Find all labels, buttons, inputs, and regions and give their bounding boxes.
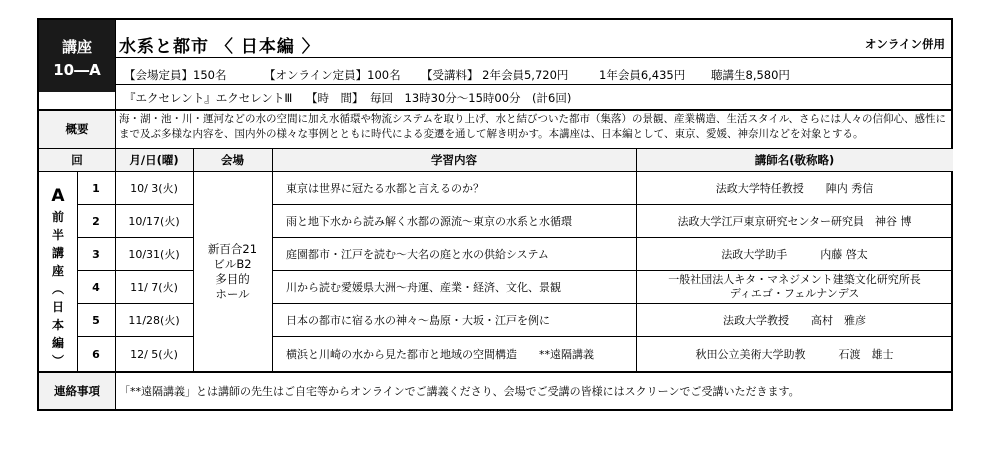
session-lecturer: 法政大学教授 高村 雅彦 — [723, 314, 866, 327]
venue-line: 新百合21 — [207, 241, 258, 256]
session-date: 11/28(火) — [128, 314, 180, 327]
contact-label: 連絡事項 — [39, 372, 115, 409]
venue-cell — [193, 172, 272, 371]
grid-line — [115, 84, 953, 85]
session-lecturer-block — [636, 271, 953, 303]
session-topic: 日本の都市に宿る水の神々～島原・大坂・江戸を例に — [286, 314, 550, 327]
session-number: 1 — [92, 181, 100, 195]
session-number: 5 — [92, 313, 100, 327]
session-date: 10/17(火) — [128, 215, 180, 228]
session-lecturer: 一般社団法人キタ・マネジメント建築文化研究所長 — [668, 273, 921, 286]
time-label: 【時 間】 — [306, 91, 364, 105]
side-char: ︶ — [51, 354, 64, 368]
session-date: 12/ 5(火) — [130, 348, 178, 361]
fee-2yr: 【受講料】 2年会員5,720円 — [421, 68, 569, 82]
grid-line — [272, 303, 953, 304]
session-topic: 雨と地下水から読み解く水都の源流～東京の水系と水循環 — [286, 215, 572, 228]
grid-line — [39, 171, 953, 172]
side-char: 編 — [51, 336, 64, 350]
grid-line — [193, 148, 194, 371]
venue-line: 多目的 — [215, 271, 250, 286]
side-char: 本 — [51, 318, 64, 332]
grid-line — [77, 270, 193, 271]
course-title: 水系と都市 〈 日本編 〉 — [119, 37, 320, 57]
grid-line — [77, 237, 193, 238]
side-char: 日 — [51, 300, 64, 314]
online-badge: オンライン併用 — [864, 37, 945, 51]
header-session: 回 — [39, 149, 115, 171]
venue-line: ビルB2 — [213, 256, 252, 271]
session-topic: 川から読む愛媛県大洲～舟運、産業・経済、文化、景観 — [286, 281, 561, 294]
header-content: 学習内容 — [272, 149, 636, 171]
session-date: 10/ 3(火) — [130, 182, 178, 195]
grid-line — [115, 20, 116, 409]
fee-auditor: 聴講生8,580円 — [711, 68, 790, 82]
grid-line — [272, 336, 953, 337]
grid-line — [636, 148, 637, 371]
session-lecturer: 秋田公立美術大学助教 石渡 雄士 — [695, 348, 894, 361]
time-value: 毎回 13時30分～15時00分 (計6回) — [370, 91, 572, 105]
grid-line — [39, 148, 953, 149]
grid-line — [77, 336, 193, 337]
side-char: 前 — [51, 210, 64, 224]
session-lecturer: 法政大学助手 内藤 啓太 — [721, 248, 868, 261]
grid-line — [115, 57, 953, 58]
grid-line — [272, 148, 273, 371]
session-number: 6 — [92, 347, 100, 361]
side-char: 半 — [51, 228, 64, 242]
grid-line — [77, 204, 193, 205]
course-sheet — [37, 18, 953, 411]
fee-1yr: 1年会員6,435円 — [599, 68, 686, 82]
session-lecturer-name: ディエゴ・フェルナンデス — [729, 287, 860, 300]
course-code-label: 講座 — [61, 38, 92, 56]
session-topic: 横浜と川崎の水から見た都市と地域の空間構造 **遠隔講義 — [286, 348, 594, 361]
session-topic: 東京は世界に冠たる水都と言えるのか？ — [286, 182, 484, 195]
online-capacity: 【オンライン定員】100名 — [264, 68, 401, 82]
session-date: 11/ 7(火) — [130, 281, 178, 294]
side-char: ︵ — [51, 282, 64, 296]
header-date: 月/日(曜) — [115, 149, 193, 171]
venue-capacity: 【会場定員】150名 — [124, 68, 227, 82]
session-number: 4 — [92, 280, 100, 294]
header-lecturer: 講師名(敬称略) — [636, 149, 953, 171]
session-number: 2 — [92, 214, 100, 228]
side-char: 講 — [51, 246, 64, 260]
grid-line — [39, 109, 953, 111]
session-lecturer: 法政大学江戸東京研究センター研究員 神谷 博 — [677, 215, 912, 228]
side-letter: A — [51, 186, 65, 206]
grid-line — [77, 171, 78, 371]
venue-line: ホール — [215, 286, 250, 301]
overview-text: 海・湖・池・川・運河などの水の空間に加え水循環や物流システムを取り上げ、水と結びついた都市（集落）の景観、産業構造、生活スタイル、さらには人々の信仰心、感性にまで及ぶ多様な内容を、国内外の様々な事例とともに時代による変遷を通して解き明かす。本講座は、日本編として、東京、愛媛、神奈川などを対象とする。 — [119, 113, 946, 140]
header-venue: 会場 — [193, 149, 272, 171]
grid-line — [77, 303, 193, 304]
grid-line — [272, 204, 953, 205]
course-level: 『エクセレント』エクセレントⅢ — [124, 91, 293, 105]
grid-line — [272, 270, 953, 271]
grid-line — [39, 371, 953, 373]
course-code-box — [39, 20, 115, 92]
contact-text: 「**遠隔講義」とは講師の先生はご自宅等からオンラインでご講義くださり、会場でご受講の皆様にはスクリーンでご受講いただきます。 — [119, 384, 800, 398]
session-lecturer: 法政大学特任教授 陣内 秀信 — [715, 182, 874, 195]
first-half-side-label — [39, 172, 77, 371]
overview-label: 概要 — [39, 110, 115, 148]
session-number: 3 — [92, 247, 100, 261]
grid-line — [272, 237, 953, 238]
session-date: 10/31(火) — [128, 248, 180, 261]
side-char: 座 — [51, 264, 64, 278]
course-code-number: 10―A — [53, 61, 101, 79]
session-topic: 庭園都市・江戸を読む～大名の庭と水の供給システム — [286, 248, 549, 261]
